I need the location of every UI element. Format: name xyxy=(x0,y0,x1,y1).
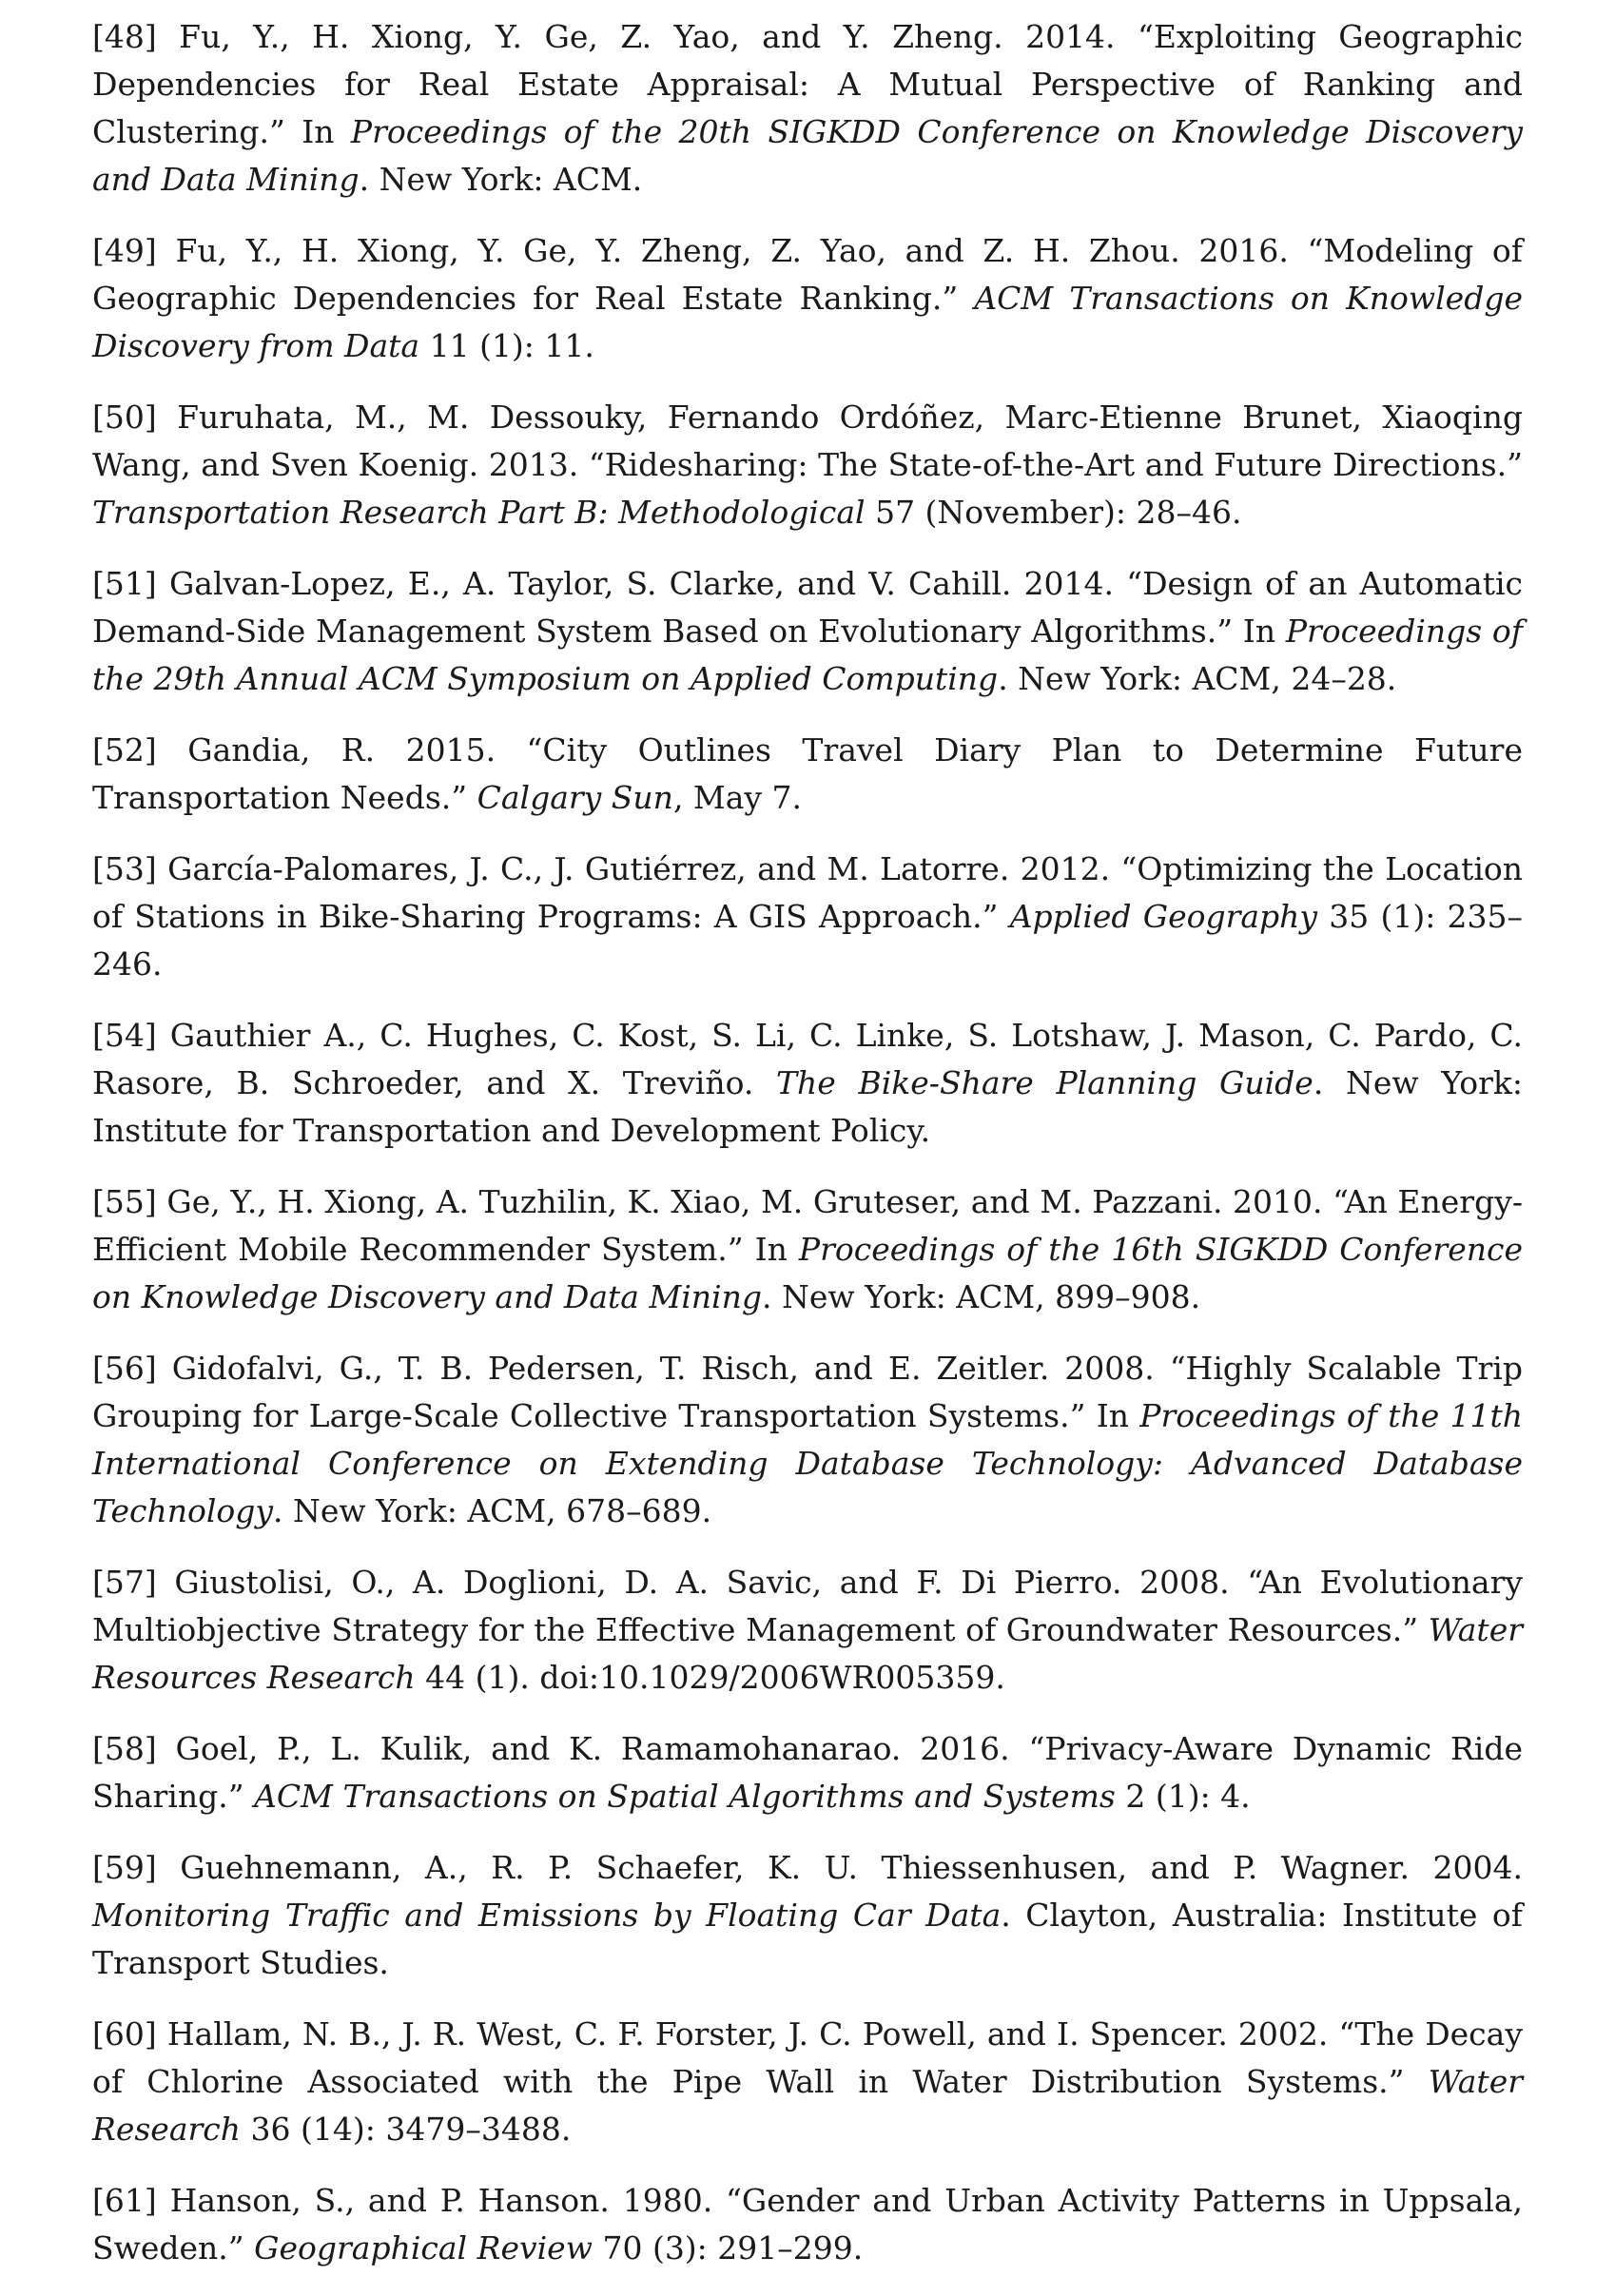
reference-list xyxy=(92,13,1523,2296)
reference-text: Goel, P., L. Kulik, and K. Ramamohanarao. 2016. “Privacy-Aware Dynamic Ride Sharing.” xyxy=(92,1730,1523,1815)
reference-number: [55] xyxy=(92,1183,157,1220)
reference-entry-56 xyxy=(92,1345,1523,1535)
reference-number: [56] xyxy=(92,1350,157,1387)
reference-entry-49 xyxy=(92,227,1523,370)
reference-number: [59] xyxy=(92,1849,157,1886)
reference-text: Furuhata, M., M. Dessouky, Fernando Ordóñez, Marc-Etienne Brunet, Xiaoqing Wang, and Sven Koenig. 2013. “Ridesharing: The State-of-the-Art and Future Directions.” xyxy=(92,399,1523,483)
reference-source-title: Proceedings of the 11th International Conference on Extending Database Technology: Advanced Database Technology xyxy=(92,1397,1523,1529)
reference-entry-51 xyxy=(92,560,1523,703)
reference-source-title: ACM Transactions on Knowledge Discovery from Data xyxy=(92,280,1523,364)
reference-entry-60 xyxy=(92,2011,1523,2153)
reference-source-title: Water Resources Research xyxy=(92,1611,1523,1696)
reference-source-title: The Bike-Share Planning Guide xyxy=(776,1064,1313,1101)
reference-number: [49] xyxy=(92,232,157,269)
reference-text: Giustolisi, O., A. Doglioni, D. A. Savic, and F. Di Pierro. 2008. “An Evolutionary Multiobjective Strategy for the Effective Management of Groundwater Resources.” xyxy=(92,1564,1523,1648)
reference-number: [57] xyxy=(92,1564,157,1601)
reference-publication-details: 70 (3): 291–299. xyxy=(592,2229,864,2267)
reference-publication-details: 11 (1): 11. xyxy=(419,327,594,364)
reference-entry-54 xyxy=(92,1012,1523,1155)
reference-source-title: Geographical Review xyxy=(254,2229,593,2267)
reference-text: Gauthier A., C. Hughes, C. Kost, S. Li, C. Linke, S. Lotshaw, J. Mason, C. Pardo, C. Rasore, B. Schroeder, and X. Treviño. xyxy=(92,1017,1523,1101)
reference-source-title: Water Research xyxy=(92,2063,1523,2148)
reference-publication-details: 2 (1): 4. xyxy=(1115,1778,1251,1815)
reference-number: [50] xyxy=(92,399,157,436)
reference-number: [52] xyxy=(92,731,157,769)
reference-number: [61] xyxy=(92,2182,157,2219)
reference-entry-61 xyxy=(92,2177,1523,2272)
reference-text: Ge, Y., H. Xiong, A. Tuzhilin, K. Xiao, M. Gruteser, and M. Pazzani. 2010. “An Energy-Efficient Mobile Recommender System.” In xyxy=(92,1183,1523,1268)
reference-entry-48 xyxy=(92,13,1523,204)
reference-source-title: Proceedings of the 20th SIGKDD Conference on Knowledge Discovery and Data Mining xyxy=(92,113,1524,198)
reference-source-title: Transportation Research Part B: Methodological xyxy=(92,494,866,531)
reference-source-title: Proceedings of the 16th SIGKDD Conference on Knowledge Discovery and Data Mining xyxy=(92,1231,1523,1315)
reference-text: Hallam, N. B., J. R. West, C. F. Forster, J. C. Powell, and I. Spencer. 2002. “The Decay of Chlorine Associated with the Pipe Wall in Water Distribution Systems.” xyxy=(92,2015,1523,2100)
reference-number: [54] xyxy=(92,1017,157,1054)
reference-number: [53] xyxy=(92,850,157,887)
reference-entry-55 xyxy=(92,1178,1523,1321)
reference-publication-details: . Clayton, Australia: Institute of Transport Studies. xyxy=(92,1897,1524,1981)
reference-source-title: Calgary Sun xyxy=(477,779,673,816)
reference-number: [51] xyxy=(92,565,157,602)
reference-text: Fu, Y., H. Xiong, Y. Ge, Y. Zheng, Z. Yao, and Z. H. Zhou. 2016. “Modeling of Geographic Dependencies for Real Estate Ranking.” xyxy=(92,232,1523,317)
reference-publication-details: 57 (November): 28–46. xyxy=(865,494,1242,531)
reference-number: [60] xyxy=(92,2015,157,2053)
reference-publication-details: . New York: ACM. xyxy=(359,161,643,198)
reference-publication-details: . New York: ACM, 24–28. xyxy=(998,660,1397,697)
reference-source-title: Proceedings of the 29th Annual ACM Symposium on Applied Computing xyxy=(92,613,1523,697)
reference-publication-details: . New York: ACM, 678–689. xyxy=(273,1492,712,1529)
reference-source-title: Applied Geography xyxy=(1009,898,1318,935)
reference-publication-details: , May 7. xyxy=(672,779,802,816)
reference-publication-details: 44 (1). doi:10.1029/2006WR005359. xyxy=(415,1659,1005,1696)
reference-source-title: Monitoring Traffic and Emissions by Floating Car Data xyxy=(92,1897,1002,1934)
reference-entry-50 xyxy=(92,394,1523,536)
reference-entry-52 xyxy=(92,727,1523,822)
reference-entry-58 xyxy=(92,1725,1523,1820)
reference-source-title: ACM Transactions on Spatial Algorithms and Systems xyxy=(254,1778,1116,1815)
reference-text: Fu, Y., H. Xiong, Y. Ge, Z. Yao, and Y. Zheng. 2014. “Exploiting Geographic Dependencies for Real Estate Appraisal: A Mutual Perspective of Ranking and Clustering.” In xyxy=(92,18,1523,150)
reference-publication-details: . New York: ACM, 899–908. xyxy=(762,1278,1201,1315)
reference-text: García-Palomares, J. C., J. Gutiérrez, and M. Latorre. 2012. “Optimizing the Location of Stations in Bike-Sharing Programs: A GIS Approach.” xyxy=(92,850,1523,935)
reference-entry-59 xyxy=(92,1844,1523,1987)
reference-entry-53 xyxy=(92,846,1523,988)
reference-entry-57 xyxy=(92,1559,1523,1702)
reference-text: Gandia, R. 2015. “City Outlines Travel Diary Plan to Determine Future Transportation Needs.” xyxy=(92,731,1523,816)
reference-text: Guehnemann, A., R. P. Schaefer, K. U. Thiessenhusen, and P. Wagner. 2004. xyxy=(180,1849,1523,1886)
reference-publication-details: . New York: Institute for Transportation and Development Policy. xyxy=(92,1064,1523,1149)
reference-number: [58] xyxy=(92,1730,157,1767)
reference-text: Hanson, S., and P. Hanson. 1980. “Gender and Urban Activity Patterns in Uppsala, Sweden.” xyxy=(92,2182,1523,2267)
reference-text: Galvan-Lopez, E., A. Taylor, S. Clarke, and V. Cahill. 2014. “Design of an Automatic Demand-Side Management System Based on Evolutionary Algorithms.” In xyxy=(92,565,1523,650)
reference-publication-details: 36 (14): 3479–3488. xyxy=(241,2111,572,2148)
reference-text: Gidofalvi, G., T. B. Pedersen, T. Risch, and E. Zeitler. 2008. “Highly Scalable Trip Grouping for Large-Scale Collective Transportation Systems.” In xyxy=(92,1350,1523,1434)
reference-number: [48] xyxy=(92,18,157,55)
reference-publication-details: 35 (1): 235–246. xyxy=(92,898,1524,983)
